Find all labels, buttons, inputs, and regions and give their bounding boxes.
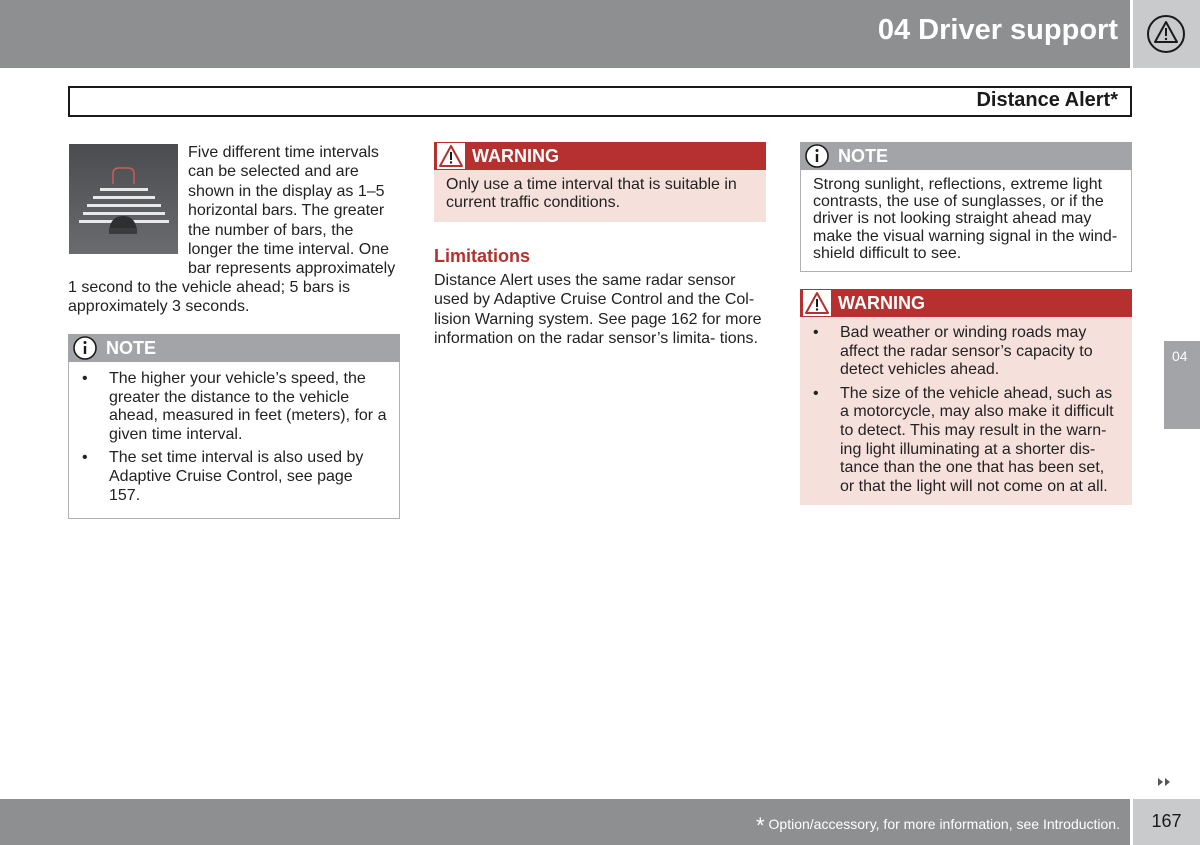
- section-heading-box: [68, 86, 1132, 117]
- warning-body: [800, 317, 1132, 505]
- note-heading-bar: [800, 142, 1132, 170]
- intro-continuation: 1 second to the vehicle ahead; 5 bars is approximately 3 seconds.: [68, 279, 350, 316]
- list-item: • The higher your vehicle’s speed, the greater the distance to the vehicle ahead, measured in feet (meters), for a given time interval.: [82, 370, 387, 443]
- page-number-box: [1133, 799, 1200, 845]
- page-number: 167: [1151, 811, 1182, 831]
- warning-box-middle: [434, 142, 766, 222]
- info-icon: [802, 142, 832, 170]
- warning-heading: WARNING: [838, 292, 925, 313]
- list-item-text: The size of the vehicle ahead, such as a motorcycle, may also make it difficult to detect. This may result in the warn- ing light illuminating at a shorter dis- tance than the one that has been set, or that the light will not come on at all.: [840, 384, 1114, 495]
- footer-note: [756, 813, 1120, 839]
- warning-heading-bar: [434, 142, 766, 170]
- chapter-side-tab[interactable]: [1164, 341, 1200, 429]
- distance-bars-display-image: [69, 144, 178, 254]
- footnote-text: Option/accessory, for more information, see Introduction.: [768, 816, 1120, 832]
- intro-line: bar represents approximately: [188, 260, 396, 278]
- warning-text: Only use a time interval that is suitable in current traffic conditions.: [434, 170, 766, 222]
- list-item-text: The set time interval is also used by Adaptive Cruise Control, see page 157.: [109, 449, 364, 504]
- intro-side-text: [188, 143, 410, 279]
- note-heading: NOTE: [838, 145, 889, 166]
- note-heading-bar: [68, 334, 400, 362]
- note-heading: NOTE: [106, 337, 157, 358]
- note-body: [68, 362, 400, 519]
- chapter-icon-box: [1133, 0, 1200, 68]
- list-item: • The set time interval is also used by Adaptive Cruise Control, see page 157.: [82, 449, 364, 504]
- info-icon: [70, 334, 100, 362]
- side-tab-label: 04: [1172, 348, 1188, 364]
- list-item-text: The higher your vehicle’s speed, the greater the distance to the vehicle ahead, measured in feet (meters), for a given time interval.: [109, 370, 387, 443]
- distance-bars-display-icon: [69, 144, 178, 254]
- section-title: Distance Alert*: [976, 89, 1118, 111]
- intro-line: can be selected and are: [188, 163, 359, 181]
- limitations-heading: Limitations: [434, 246, 531, 266]
- warning-heading: WARNING: [472, 145, 559, 166]
- intro-line: the number of bars, the: [188, 221, 354, 239]
- intro-line: longer the time interval. One: [188, 241, 389, 259]
- chapter-title: 04 Driver support: [877, 14, 1118, 46]
- intro-line: shown in the display as 1–5: [188, 182, 385, 200]
- list-item-text: Bad weather or winding roads may affect the radar sensor’s capacity to detect vehicles ahead.: [840, 324, 1093, 379]
- intro-line: Five different time intervals: [188, 144, 379, 161]
- list-item: • Bad weather or winding roads may affect the radar sensor’s capacity to detect vehicles ahead.: [813, 324, 1093, 379]
- warning-box-right: [800, 289, 1132, 505]
- double-chevron-right-icon: [1157, 776, 1173, 791]
- list-item: • The size of the vehicle ahead, such as a motorcycle, may also make it difficult to detect. This may result in the warn- ing light illuminating at a shorter dis- tance than the one that has been set, or that the light will not come on at all.: [813, 384, 1114, 495]
- note-box-left: [68, 334, 400, 519]
- warning-triangle-icon: [802, 289, 832, 317]
- warning-triangle-icon: [436, 142, 466, 170]
- note-text: Strong sunlight, reflections, extreme light contrasts, the use of sunglasses, or if the driver is not looking straight ahead may make the visual warning signal in the wind- shield difficult to see.: [800, 170, 1132, 272]
- warning-heading-bar: [800, 289, 1132, 317]
- warning-triangle-icon: [1133, 0, 1200, 68]
- intro-line: horizontal bars. The greater: [188, 202, 385, 220]
- note-box-right: [800, 142, 1132, 272]
- limitations-text: Distance Alert uses the same radar sensor used by Adaptive Cruise Control and the Col- lision Warning system. See page 162 for more information on the radar sensor’s limita- tions.: [434, 272, 762, 348]
- footnote-star: *: [755, 813, 765, 838]
